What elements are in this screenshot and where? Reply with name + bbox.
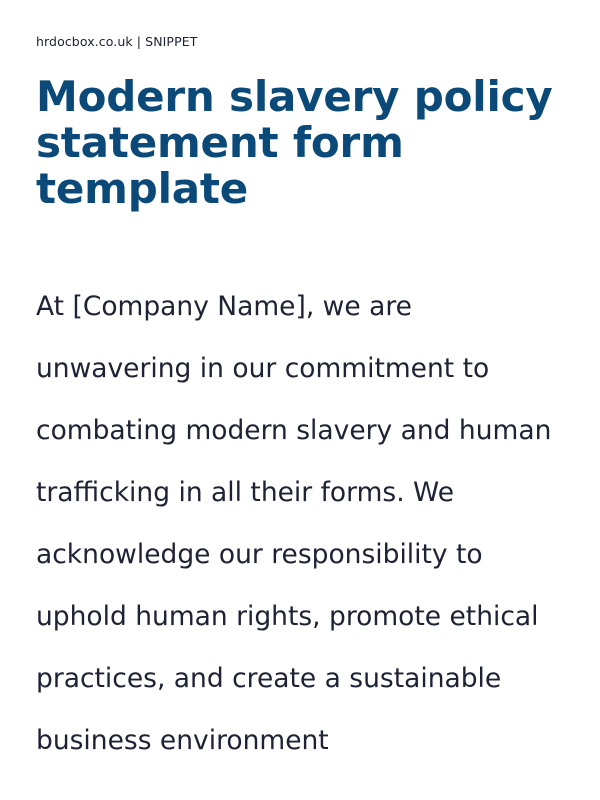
body-paragraph: At [Company Name], we are unwavering in our commitment to combating modern slavery and human trafficking in all their forms. We acknowledge our responsibility to uphold human rights, promote ethical practices, and create a sustainable business environment xyxy=(36,291,552,756)
source-line: hrdocbox.co.uk | SNIPPET xyxy=(36,34,198,49)
page-title: Modern slavery policy statement form template xyxy=(36,72,553,213)
